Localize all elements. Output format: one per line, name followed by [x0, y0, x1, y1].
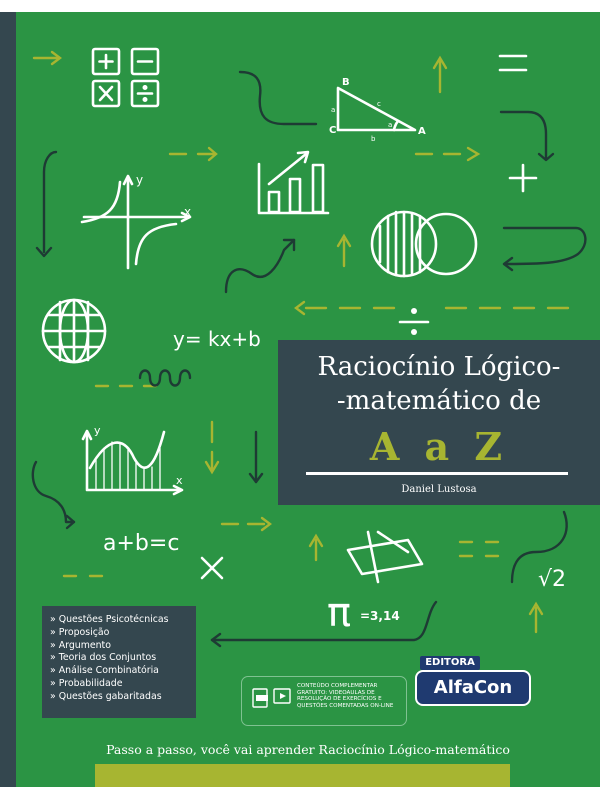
topic-item: » Probabilidade [50, 677, 123, 689]
topic-item: » Teoria dos Conjuntos [50, 652, 157, 664]
cover-tagline: Passo a passo, você vai aprender Raciocínio Lógico-matemático [106, 742, 510, 757]
topics-panel [42, 606, 196, 718]
calculator-icon [93, 49, 158, 106]
integral-graph [83, 431, 182, 494]
extra-content-text: CONTEÚDO COMPLEMENTAR GRATUITO: VIDEOAULAS DE RESOLUÇÃO DE EXERCÍCIOS E QUESTÕES COMENTADAS ON-LINE [297, 683, 394, 709]
topic-item: » Análise Combinatória [50, 665, 159, 677]
pi-value: =3,14 [360, 609, 400, 623]
author-name: Daniel Lustosa [401, 484, 477, 495]
book-title-line-1: Raciocínio Lógico- [317, 352, 561, 382]
topic-item: » Questões Psicotécnicas [50, 614, 169, 625]
triangle-side-a: a [331, 106, 336, 114]
triangle-diagram [338, 88, 415, 130]
video-play-icon [274, 689, 290, 703]
bottom-accent-bar [95, 764, 510, 787]
hyperbola-graph [82, 176, 190, 268]
divide-icon [400, 308, 428, 335]
bar-chart-icon [259, 152, 328, 213]
topics-list [42, 606, 196, 704]
triangle-side-c: c [377, 100, 381, 108]
triangle-label-b: B [342, 77, 350, 88]
title-divider [306, 472, 568, 475]
publisher-label: EDITORA [420, 656, 480, 670]
publisher-brand: AlfaCon [415, 670, 531, 706]
topic-item: » Questões gabaritadas [50, 690, 162, 702]
triangle-side-b: b [371, 135, 376, 143]
formula-linear: y= kx+b [173, 327, 261, 351]
integral-x-label: x [176, 474, 183, 487]
triangle-angle-a: a [388, 121, 393, 129]
formula-sum: a+b=c [103, 531, 180, 556]
hyperbola-y-label: y [136, 173, 144, 187]
topic-item: » Proposição [50, 626, 110, 638]
topic-item: » Argumento [50, 639, 111, 651]
squiggle [140, 371, 190, 386]
multiply-icon [202, 558, 222, 578]
publisher-logo [412, 656, 530, 712]
hyperbola-x-label: x [184, 205, 192, 219]
book-spine [0, 12, 16, 787]
book-title-highlight: A a Z [369, 424, 509, 469]
title-panel [278, 340, 600, 505]
book-title-line-2: -matemático de [336, 386, 542, 416]
extra-icons [252, 685, 294, 715]
sphere-icon [43, 300, 105, 362]
pi-symbol: π [327, 590, 352, 636]
sqrt-formula: √2 [538, 567, 567, 592]
integral-y-label: y [94, 424, 101, 437]
planes-diagram [348, 532, 422, 582]
triangle-label-a: A [418, 126, 426, 137]
plus-icon [510, 165, 536, 191]
pdf-icon [253, 689, 268, 707]
venn-diagram [372, 212, 476, 276]
equals-icon [500, 56, 526, 70]
triangle-label-c: C [329, 125, 337, 136]
extra-content-badge [241, 676, 407, 726]
